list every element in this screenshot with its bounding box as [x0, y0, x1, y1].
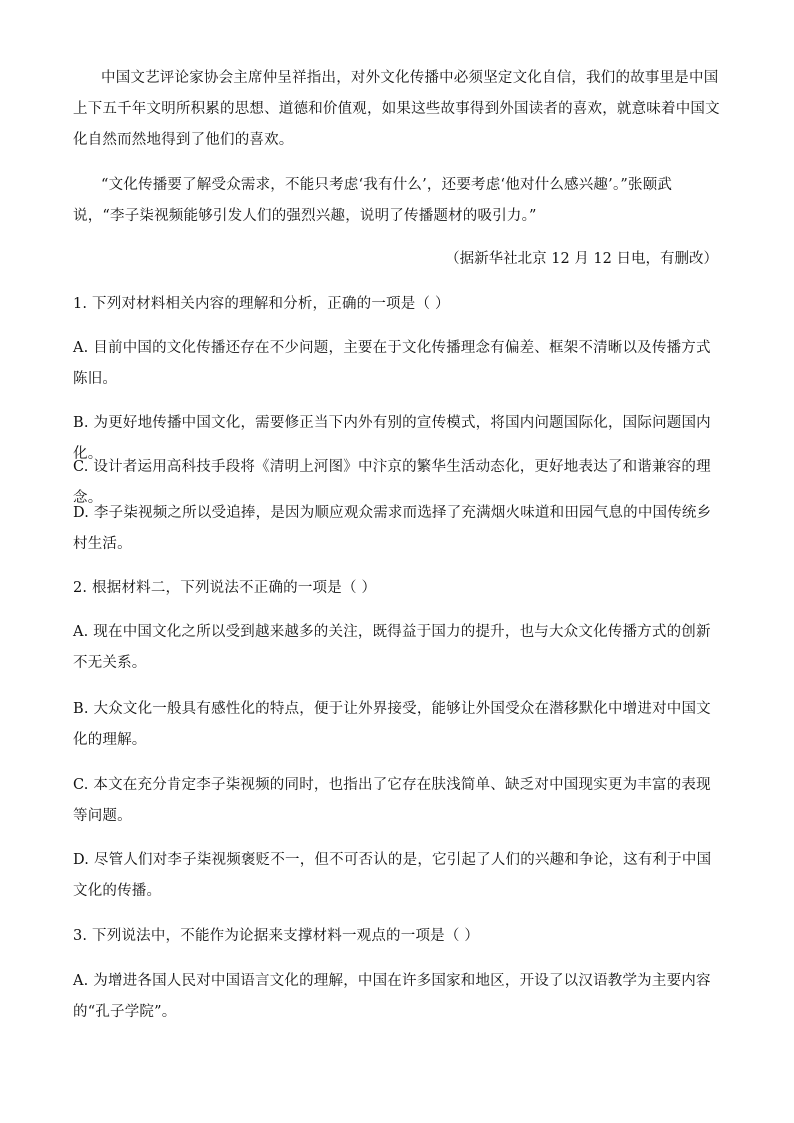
question-2-option-d: D. 尽管人们对李子柒视频褒贬不一，但不可否认的是，它引起了人们的兴趣和争论，这有利于中国文化的传播。: [73, 852, 712, 899]
question-1-stem: 1. 下列对材料相关内容的理解和分析，正确的一项是（ ）: [73, 296, 450, 312]
question-3-stem: 3. 下列说法中，不能作为论据来支撑材料一观点的一项是（ ）: [73, 928, 480, 944]
question-2-stem: 2. 根据材料二，下列说法不正确的一项是（ ）: [73, 580, 377, 596]
question-2-option-c: C. 本文在充分肯定李子柒视频的同时，也指出了它存在肤浅简单、缺乏对中国现实更为丰富的表现等问题。: [73, 777, 711, 824]
question-1-option-a: A. 目前中国的文化传播还存在不少问题，主要在于文化传播理念有偏差、框架不清晰以及传播方式陈旧。: [73, 340, 711, 387]
question-1-option-b: B. 为更好地传播中国文化，需要修正当下内外有别的宣传模式，将国内问题国际化，国际问题国内化。: [73, 415, 711, 462]
question-1-option-d: D. 李子柒视频之所以受追捧，是因为顺应观众需求而选择了充满烟火味道和田园气息的中国传统乡村生活。: [73, 505, 712, 552]
passage-paragraph-1: 中国文艺评论家协会主席仲呈祥指出，对外文化传播中必须坚定文化自信，我们的故事里是中国上下五千年文明所积累的思想、道德和价值观，如果这些故事得到外国读者的喜欢，就意味着中国文化自然而然地得到了他们的喜欢。: [73, 70, 720, 148]
question-2-option-b: B. 大众文化一般具有感性化的特点，便于让外界接受，能够让外国受众在潜移默化中增进对中国文化的理解。: [73, 701, 711, 748]
passage-paragraph-2: “文化传播要了解受众需求，不能只考虑‘我有什么’，还要考虑‘他对什么感兴趣’。”张颐武说，“李子柒视频能够引发人们的强烈兴趣，说明了传播题材的吸引力。”: [73, 177, 673, 224]
question-2-option-a: A. 现在中国文化之所以受到越来越多的关注，既得益于国力的提升，也与大众文化传播方式的创新不无关系。: [73, 624, 711, 671]
question-3-option-a: A. 为增进各国人民对中国语言文化的理解，中国在许多国家和地区，开设了以汉语教学为主要内容的“孔子学院”。: [73, 973, 711, 1020]
question-1-option-c: C. 设计者运用高科技手段将《清明上河图》中汴京的繁华生活动态化，更好地表达了和谐兼容的理念。: [73, 459, 711, 506]
source-citation: （据新华社北京 12 月 12 日电，有删改）: [445, 251, 718, 267]
